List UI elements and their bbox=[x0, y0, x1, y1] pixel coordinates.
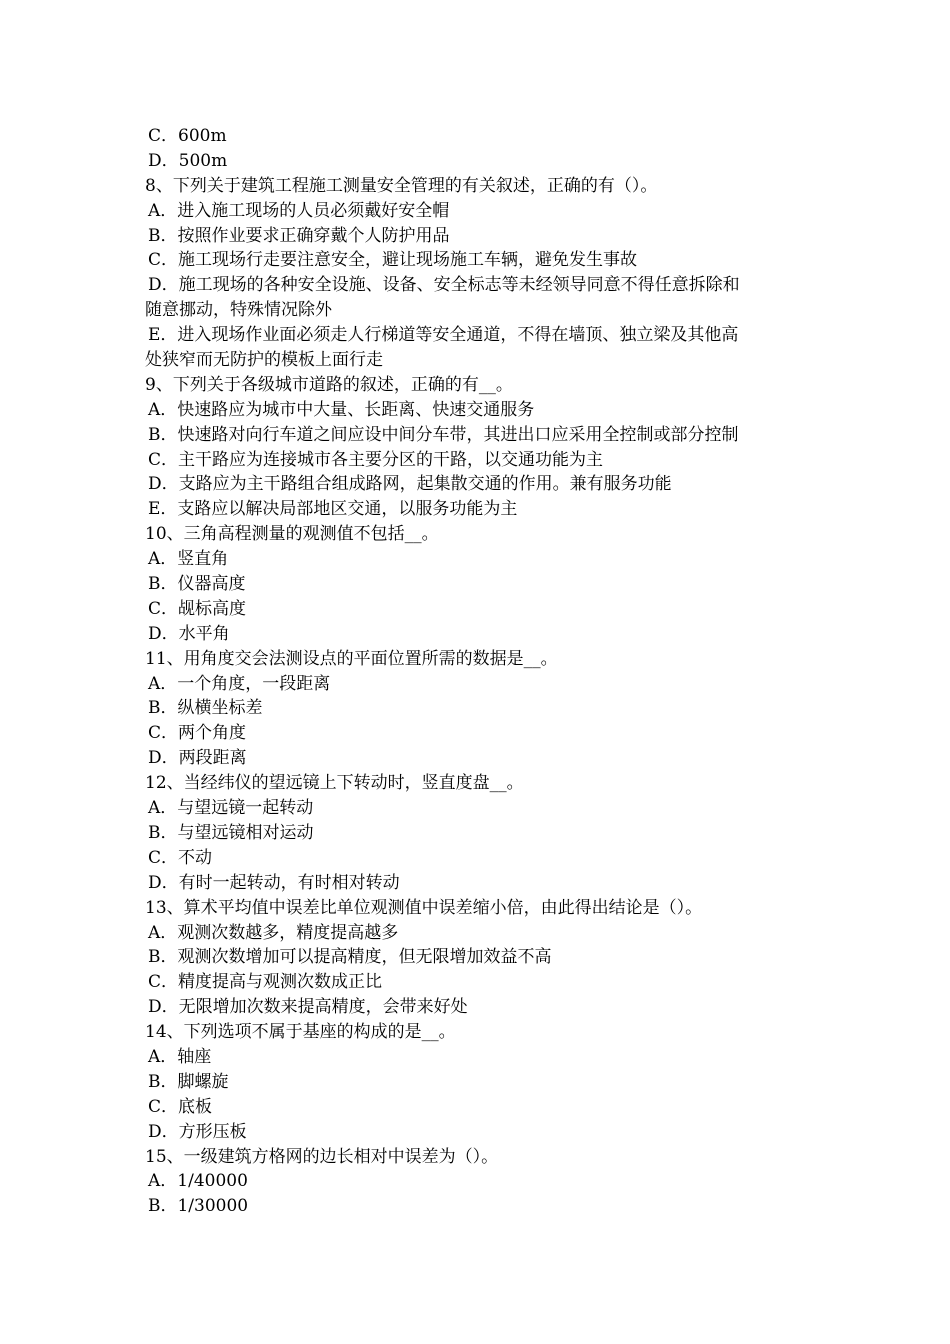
answer-option: B．1/30000 bbox=[148, 1196, 249, 1217]
answer-option: A．快速路应为城市中大量、长距离、快速交通服务 bbox=[148, 399, 535, 420]
answer-option: B．与望远镜相对运动 bbox=[148, 822, 314, 843]
answer-option: A．与望远镜一起转动 bbox=[148, 798, 314, 819]
answer-option: A．轴座 bbox=[148, 1046, 212, 1067]
answer-option: B．按照作业要求正确穿戴个人防护用品 bbox=[148, 225, 450, 246]
answer-option: A．一个角度，一段距离 bbox=[148, 673, 331, 694]
answer-option: D．支路应为主干路组合组成路网，起集散交通的作用。兼有服务功能 bbox=[148, 474, 672, 495]
question-text: 10、三角高程测量的观测值不包括__。 bbox=[145, 524, 439, 545]
text-continuation: 处狭窄而无防护的模板上面行走 bbox=[145, 350, 383, 371]
answer-option: D．水平角 bbox=[148, 623, 230, 644]
answer-option: C．觇标高度 bbox=[148, 598, 247, 619]
answer-option: D．500m bbox=[148, 150, 228, 171]
question-text: 12、当经纬仪的望远镜上下转动时，竖直度盘__。 bbox=[145, 773, 524, 794]
question-text: 9、下列关于各级城市道路的叙述，正确的有__。 bbox=[145, 374, 513, 395]
answer-option: D．施工现场的各种安全设施、设备、安全标志等未经领导同意不得任意拆除和 bbox=[148, 275, 740, 296]
answer-option: A．观测次数越多，精度提高越多 bbox=[148, 922, 399, 943]
text-continuation: 随意挪动，特殊情况除外 bbox=[145, 300, 332, 321]
question-text: 11、用角度交会法测设点的平面位置所需的数据是__。 bbox=[145, 648, 558, 669]
question-text: 8、下列关于建筑工程施工测量安全管理的有关叙述，正确的有（）。 bbox=[145, 175, 658, 196]
answer-option: C．施工现场行走要注意安全，避让现场施工车辆，避免发生事故 bbox=[148, 250, 638, 271]
answer-option: C．底板 bbox=[148, 1096, 213, 1117]
answer-option: D．方形压板 bbox=[148, 1121, 247, 1142]
answer-option: E．支路应以解决局部地区交通，以服务功能为主 bbox=[148, 499, 518, 520]
answer-option: C．两个角度 bbox=[148, 723, 247, 744]
answer-option: D．有时一起转动，有时相对转动 bbox=[148, 872, 400, 893]
answer-option: A．1/40000 bbox=[148, 1171, 248, 1192]
answer-option: C．精度提高与观测次数成正比 bbox=[148, 972, 383, 993]
answer-option: A．进入施工现场的人员必须戴好安全帽 bbox=[148, 200, 450, 221]
question-text: 15、一级建筑方格网的边长相对中误差为（）。 bbox=[145, 1146, 499, 1167]
answer-option: C．600m bbox=[148, 126, 227, 146]
document-body bbox=[145, 124, 810, 1219]
answer-option: E．进入现场作业面必须走人行梯道等安全通道，不得在墙顶、独立梁及其他高 bbox=[148, 325, 739, 346]
answer-option: D．两段距离 bbox=[148, 748, 247, 769]
answer-option: C．主干路应为连接城市各主要分区的干路，以交通功能为主 bbox=[148, 449, 604, 470]
answer-option: B．脚螺旋 bbox=[148, 1071, 229, 1092]
answer-option: B．纵横坐标差 bbox=[148, 698, 263, 719]
answer-option: D．无限增加次数来提高精度，会带来好处 bbox=[148, 997, 468, 1018]
answer-option: B．观测次数增加可以提高精度，但无限增加效益不高 bbox=[148, 947, 552, 968]
answer-option: A．竖直角 bbox=[148, 549, 229, 570]
question-text: 13、算术平均值中误差比单位观测值中误差缩小倍，由此得出结论是（）。 bbox=[145, 897, 703, 918]
answer-option: C．不动 bbox=[148, 847, 213, 868]
answer-option: B．仪器高度 bbox=[148, 574, 246, 595]
question-text: 14、下列选项不属于基座的构成的是__。 bbox=[145, 1022, 456, 1043]
answer-option: B．快速路对向行车道之间应设中间分车带，其进出口应采用全控制或部分控制 bbox=[148, 424, 739, 445]
